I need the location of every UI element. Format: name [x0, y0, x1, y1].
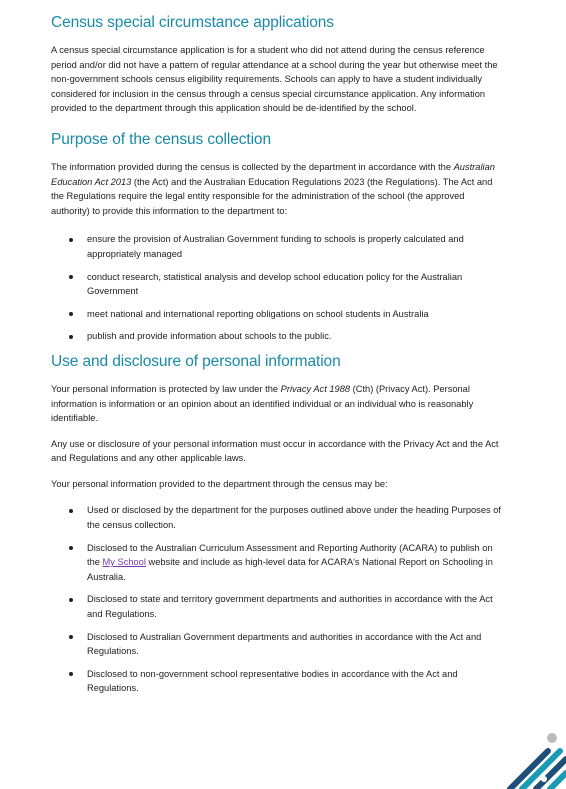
- bullet-icon: [69, 335, 73, 339]
- bullet-icon: [69, 598, 73, 602]
- bullet-icon: [69, 312, 73, 316]
- list-item-text: Used or disclosed by the department for the purposes outlined above under the heading Purposes of the census collection.: [87, 505, 501, 531]
- purpose-text-post: (the Act) and the Australian Education Regulations 2023 (the Regulations). The Act and the Regulations require the legal entity responsible for the administration of the school (the approved authority) to provide this information to the department to:: [51, 176, 493, 216]
- special-circumstance-paragraph: A census special circumstance application is for a student who did not attend during the census reference period and/or did not have a pattern of regular attendance at a school during the year but otherwise meet the non-government schools census eligibility requirements. Schools can apply to have a student individually considered for inclusion in the census through a census special circumstance application. Any information provided to the department through this application should be de-identified by the school.: [51, 45, 498, 114]
- list-item-text: website and include as high-level data for ACARA's National Report on Schooling in Australia.: [87, 557, 493, 582]
- use-disclosure-paragraph: Any use or disclosure of your personal information must occur in accordance with the Privacy Act and the Act and Regulations and any other applicable laws.: [51, 438, 499, 464]
- my-school-link[interactable]: My School: [102, 557, 146, 568]
- bullet-icon: [69, 238, 73, 242]
- list-item: [51, 503, 503, 532]
- corner-stripes-decoration: [476, 729, 566, 789]
- list-item: [51, 541, 503, 585]
- small-dot-icon: [541, 776, 547, 782]
- list-item: [51, 270, 503, 299]
- bullet-icon: [69, 546, 73, 550]
- privacy-act-paragraph: [51, 382, 503, 426]
- list-item-text: meet national and international reporting obligations on school students in Australia: [87, 308, 429, 319]
- list-item-text: Disclosed to Australian Government departments and authorities in accordance with the Act and Regulations.: [87, 631, 482, 657]
- list-item-text: conduct research, statistical analysis and develop school education policy for the Australian Government: [87, 271, 463, 297]
- bullet-icon: [69, 275, 73, 279]
- grey-dot-icon: [547, 733, 557, 743]
- list-item: [51, 630, 503, 659]
- list-item-text: publish and provide information about schools to the public.: [87, 331, 332, 342]
- list-item-text: Disclosed to the Australian Curriculum Assessment and Reporting Authority (ACARA) to publish on the: [87, 542, 493, 568]
- disclosure-list: [51, 503, 503, 696]
- list-item: [51, 667, 503, 696]
- privacy-text-pre: Your personal information is protected by law under the: [51, 383, 281, 394]
- purpose-list: [51, 232, 503, 344]
- list-item: [51, 307, 503, 322]
- act-name: Australian Education Act 2013: [51, 161, 495, 187]
- list-item-text: Disclosed to state and territory government departments and authorities in accordance with the Act and Regulations.: [87, 594, 493, 620]
- list-item: [51, 232, 503, 261]
- list-item: [51, 592, 503, 621]
- bullet-icon: [69, 635, 73, 639]
- privacy-text-post: (Cth) (Privacy Act). Personal information is information or an opinion about an identified individual or an individual who is reasonably identifiable.: [51, 383, 474, 424]
- heading-use-disclosure: Use and disclosure of personal information: [51, 352, 341, 370]
- bullet-icon: [69, 509, 73, 513]
- census-may-be-paragraph: Your personal information provided to the department through the census may be:: [51, 478, 388, 489]
- bullet-icon: [69, 672, 73, 676]
- heading-census-purpose: Purpose of the census collection: [51, 130, 271, 148]
- purpose-text-pre: The information provided during the census is collected by the department in accordance with the: [51, 161, 454, 172]
- list-item-text: ensure the provision of Australian Government funding to schools is properly calculated and appropriately managed: [87, 234, 464, 259]
- document-page: [51, 13, 503, 704]
- privacy-act-name: Privacy Act 1988: [280, 383, 351, 394]
- census-purpose-paragraph: [51, 160, 503, 218]
- list-item: [51, 329, 503, 344]
- list-item-text: Disclosed to non-government school representative bodies in accordance with the Act and Regulations.: [87, 668, 458, 694]
- heading-special-circumstance: Census special circumstance applications: [51, 14, 334, 31]
